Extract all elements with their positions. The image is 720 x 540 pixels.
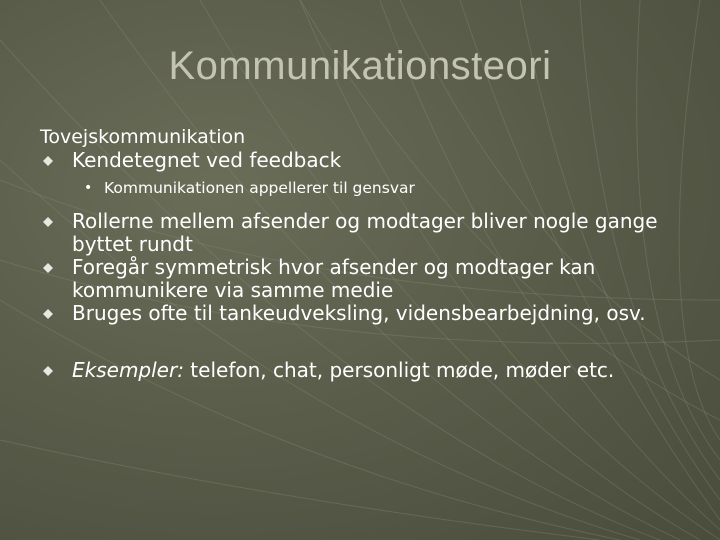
diamond-bullet-icon [43,263,53,273]
sub-list-item-text: Kommunikationen appellerer til gensvar [104,179,415,197]
list-item [40,149,680,172]
sub-list-item [40,178,680,198]
diamond-bullet-icon [43,366,53,376]
list-item-text: Foregår symmetrisk hvor afsender og modtager kan kommunikere via samme medie [72,255,596,302]
dot-bullet-icon: • [84,180,93,196]
section-heading: Tovejskommunikation [40,126,246,148]
list-item [40,302,680,325]
list-item-text: Bruges ofte til tankeudveksling, vidensbearbejdning, osv. [72,301,646,325]
list-item-text: telefon, chat, personligt møde, møder etc. [183,358,615,382]
diamond-bullet-icon [43,309,53,319]
list-item [40,256,680,302]
list-item-text: Kendetegnet ved feedback [72,148,342,172]
list-item-text: Rollerne mellem afsender og modtager bliver nogle gange byttet rundt [72,209,658,256]
diamond-bullet-icon [43,217,53,227]
slide-title: Kommunikationsteori [168,44,552,88]
diamond-bullet-icon [43,156,53,166]
examples-label: Eksempler: [72,358,184,382]
slide-body [40,126,680,382]
list-item [40,210,680,256]
list-item [40,359,680,382]
